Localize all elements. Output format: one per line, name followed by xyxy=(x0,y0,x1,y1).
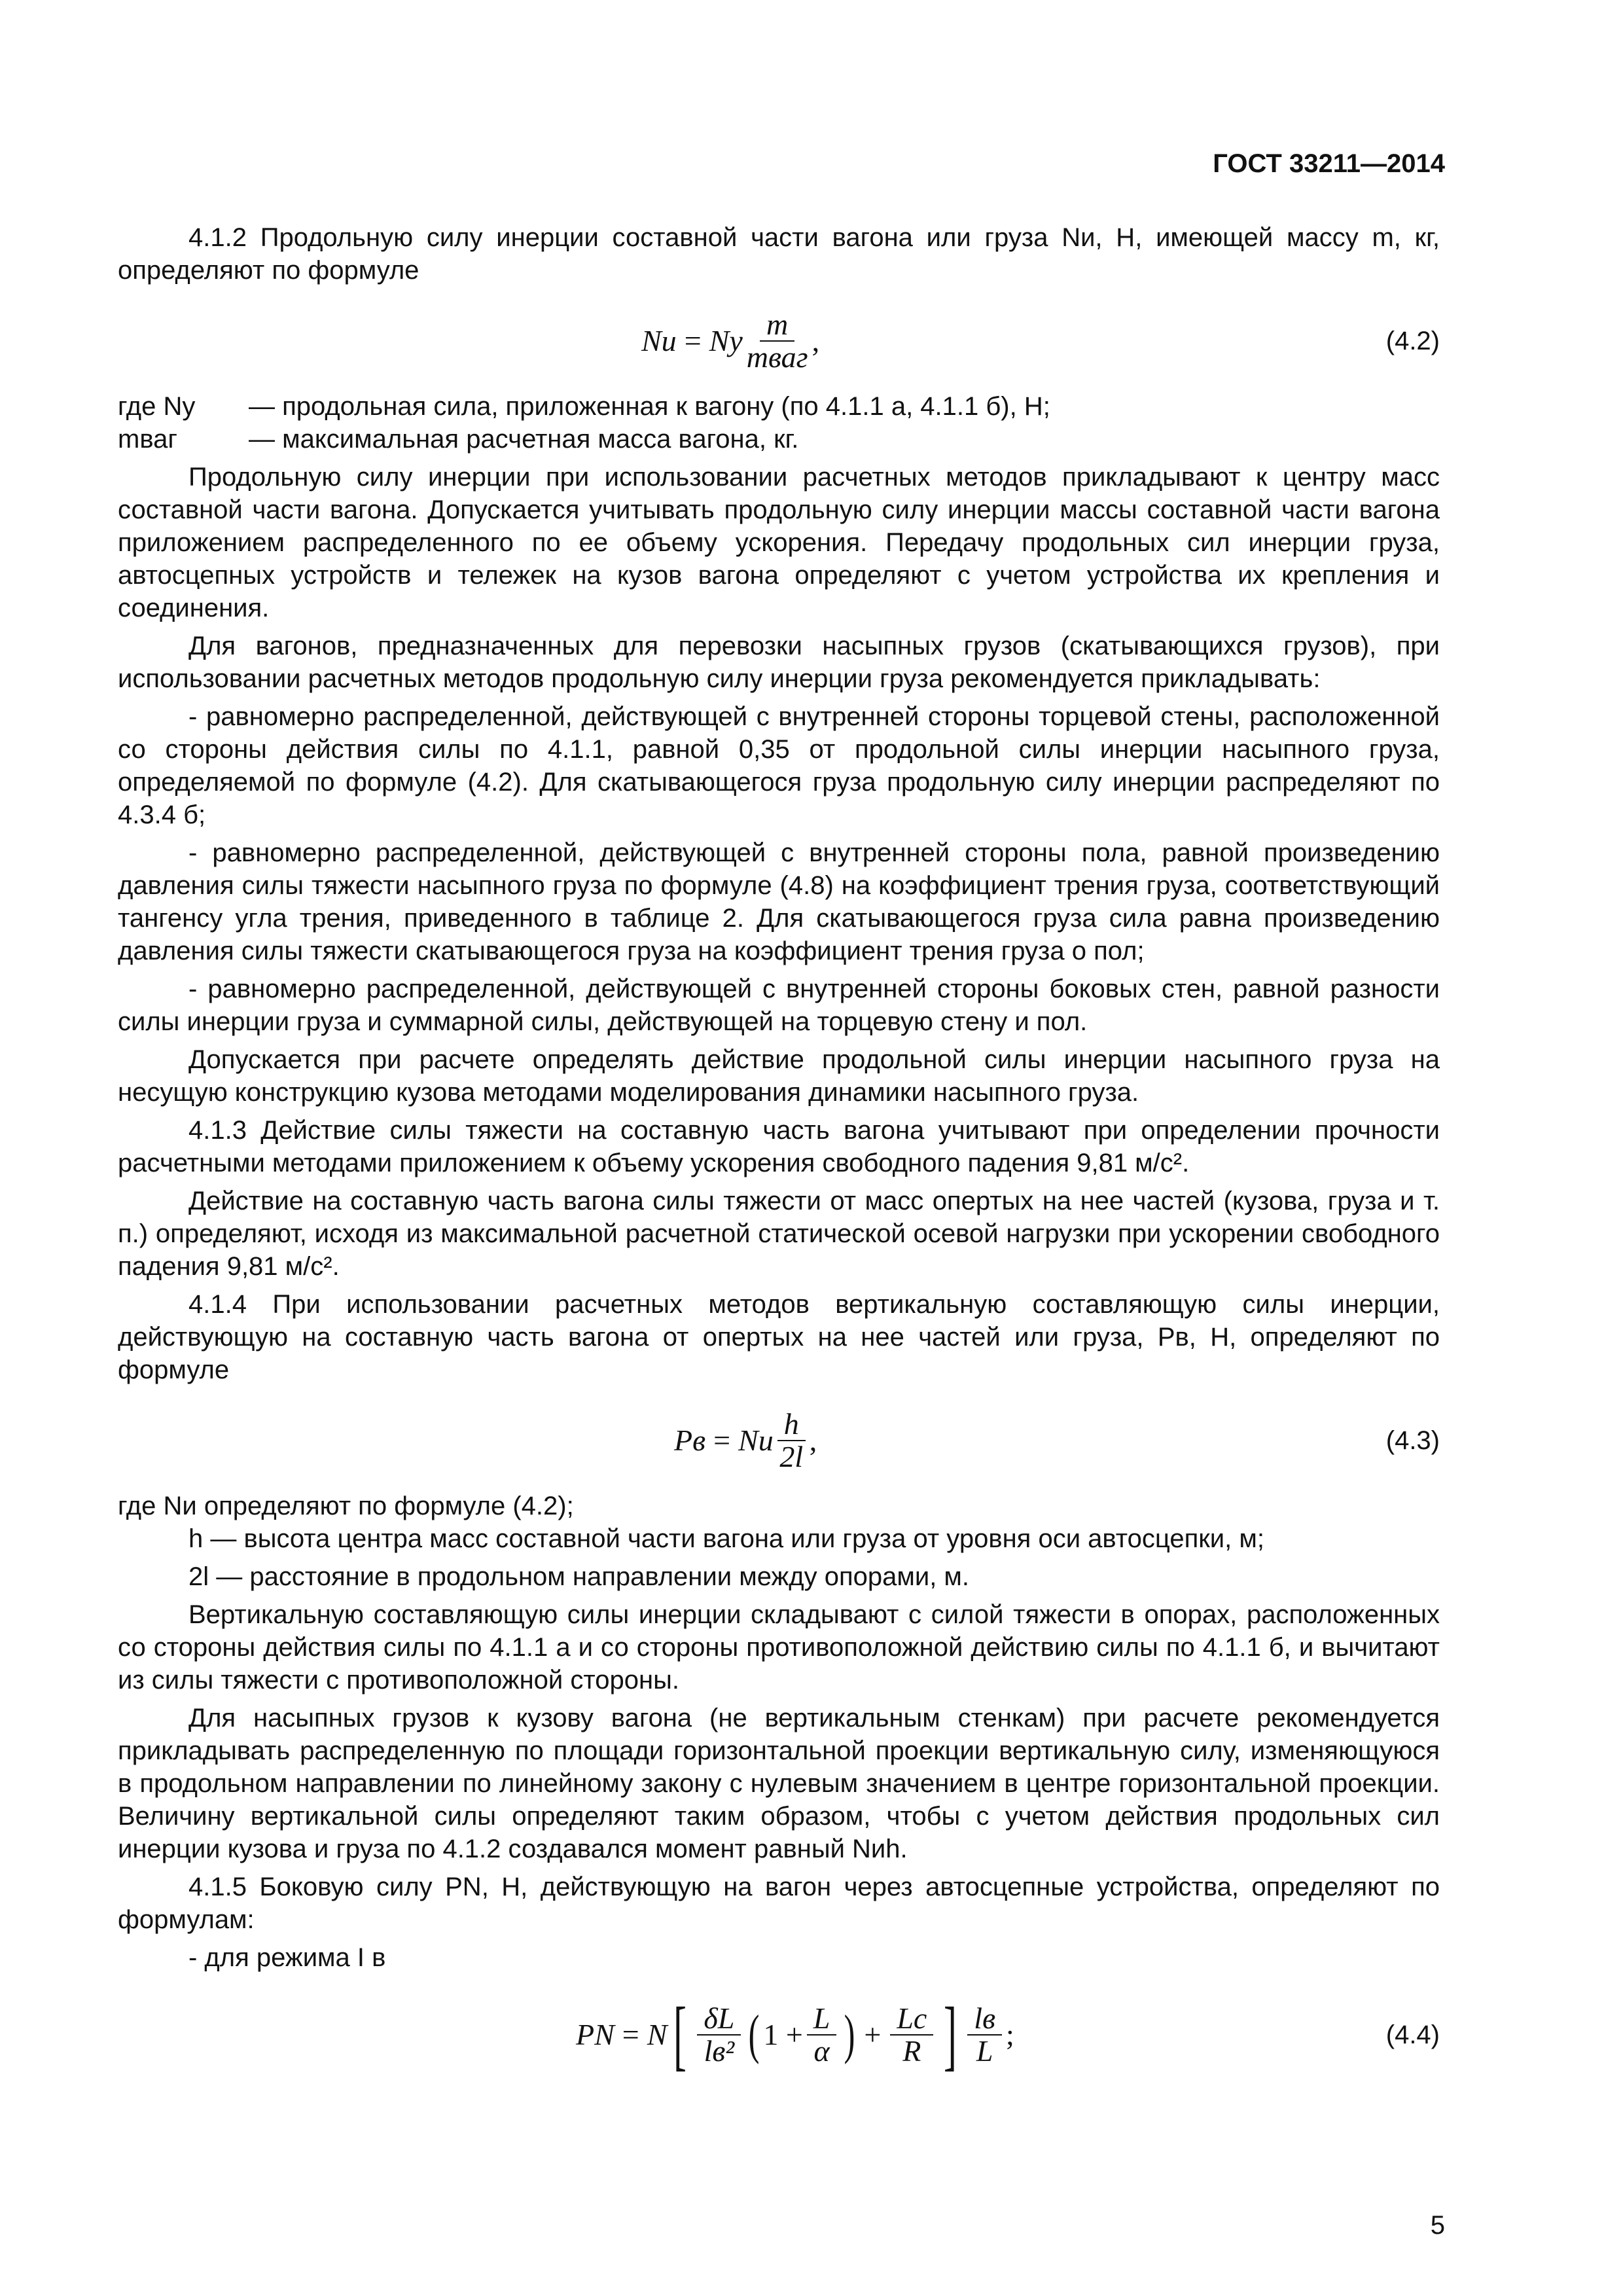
formula-4-4-one: 1 + xyxy=(763,2018,803,2051)
where-symbol-ny: где Nу xyxy=(118,392,196,421)
formula-4-2-factor: Nу xyxy=(709,324,743,357)
formula-4-3 xyxy=(118,1391,1440,1490)
where-row: где Nи определяют по формуле (4.2); xyxy=(118,1492,574,1520)
list-item: - равномерно распределенной, действующей с внутренней стороны торцевой стены, расположенной со стороны действия силы по 4.1.1, равной 0,35 от продольной силы инерции насыпного груза, определяемой по формуле (4.2). Для скатывающегося груза продольную силу инерции распределяют по 4.3.4 б; xyxy=(118,702,1440,829)
formula-4-3-denominator: 2l xyxy=(779,1440,804,1473)
paragraph: Для вагонов, предназначенных для перевозки насыпных грузов (скатывающихся грузов), при использовании расчетных методов продольную силу инерции груза рекомендуется прикладывать: xyxy=(118,632,1440,693)
formula-4-4-left-bracket: [ xyxy=(673,1991,687,2078)
formula-4-4-f1-num: δL xyxy=(697,2003,741,2036)
paragraph: Действие на составную часть вагона силы тяжести от масс опертых на нее частей (кузова, груза и т. п.) определяют, исходя из максимальной расчетной статической осевой нагрузки при ускорении свободного падения 9,81 м/с². xyxy=(118,1187,1440,1281)
formula-4-4-right-bracket: ] xyxy=(944,1991,957,2078)
where-row-ny xyxy=(118,390,1440,423)
formula-4-2-lhs: Nи xyxy=(641,324,677,357)
formula-4-4-f4-den: L xyxy=(976,2034,993,2068)
formula-4-3-factor: Nи xyxy=(738,1424,774,1457)
formula-4-2-fraction xyxy=(747,309,808,373)
list-item: - равномерно распределенной, действующей с внутренней стороны боковых стен, равной разности силы инерции груза и суммарной силы, действующей на торцевую стену и пол. xyxy=(118,975,1440,1036)
formula-4-3-number: (4.3) xyxy=(1385,1426,1440,1455)
formula-4-2-comma: , xyxy=(812,324,820,357)
formula-4-2-expression xyxy=(641,292,819,390)
where-symbol-mvag: mваг xyxy=(118,425,177,454)
formula-4-4-fraction-4 xyxy=(967,2003,1002,2067)
formula-4-4-number: (4.4) xyxy=(1385,2020,1440,2049)
document-body xyxy=(118,221,1440,2090)
formula-4-4 xyxy=(118,1979,1440,2090)
formula-4-4-eq: = xyxy=(622,2018,639,2051)
where-desc-mvag: — максимальная расчетная масса вагона, кг. xyxy=(249,425,799,454)
formula-4-4-expression xyxy=(576,1979,1014,2090)
where-row: h — высота центра масс составной части вагона или груза от уровня оси автосцепки, м; xyxy=(188,1524,1264,1553)
page-number: 5 xyxy=(1430,2211,1445,2240)
formula-4-4-f3-den: R xyxy=(902,2034,921,2068)
paragraph: Продольную силу инерции при использовании расчетных методов прикладывают к центру масс составной части вагона. Допускается учитывать продольную силу инерции массы составной части вагона приложением распределенного по ее объему ускорения. Передачу продольных сил инерции груза, автосцепных устройств и тележек на кузов вагона определяют с учетом устройства их крепления и соединения. xyxy=(118,463,1440,622)
formula-4-4-fraction-3 xyxy=(890,2003,933,2067)
list-item: - равномерно распределенной, действующей с внутренней стороны пола, равной произведению давления силы тяжести насыпного груза по формуле (4.8) на коэффициент трения груза, соответствующий тангенсу угла трения, приведенного в таблице 2. Для скатывающегося груза сила равна произведению давления силы тяжести скатывающегося груза на коэффициент трения груза о пол; xyxy=(118,838,1440,965)
formula-4-4-semicolon: ; xyxy=(1006,2018,1014,2051)
formula-4-4-f4-num: lв xyxy=(967,2003,1002,2036)
paragraph-4-1-5: 4.1.5 Боковую силу PN, Н, действующую на вагон через автосцепные устройства, определяют по формулам: xyxy=(118,1873,1440,1934)
formula-4-3-numerator: h xyxy=(777,1408,806,1441)
formula-4-4-fraction-2 xyxy=(807,2003,837,2067)
formula-4-4-right-paren: ) xyxy=(844,2004,855,2065)
paragraph: Вертикальную составляющую силы инерции складывают с силой тяжести в опорах, расположенных со стороны действия силы по 4.1.1 а и со стороны противоположной действию силы по 4.1.1 б, и вычитают из силы тяжести с противоположной стороны. xyxy=(118,1600,1440,1695)
where-row-mvag xyxy=(118,423,1440,456)
formula-4-3-eq: = xyxy=(713,1424,731,1457)
formula-4-4-n: N xyxy=(647,2018,668,2051)
formula-4-2-denominator: mваг xyxy=(746,340,808,374)
formula-4-2-numerator: m xyxy=(760,309,794,342)
formula-4-4-f1-den: lв² xyxy=(704,2034,735,2068)
formula-4-3-lhs: Pв xyxy=(674,1424,706,1457)
paragraph: Допускается при расчете определять действие продольной силы инерции насыпного груза на несущую конструкцию кузова методами моделирования динамики насыпного груза. xyxy=(118,1045,1440,1107)
formula-4-3-expression xyxy=(674,1391,817,1490)
formula-4-4-plus: + xyxy=(864,2018,882,2051)
paragraph: Для насыпных грузов к кузову вагона (не вертикальным стенкам) при расчете рекомендуется прикладывать распределенную по площади горизонтальной проекции вертикальную силу, изменяющуюся в продольном направлении по линейному закону с нулевым значением в центре горизонтальной проекции. Величину вертикальной силы определяют таким образом, чтобы с учетом действия продольных сил инерции кузова и груза по 4.1.2 создавался момент равный Nиh. xyxy=(118,1704,1440,1863)
formula-4-4-left-paren: ( xyxy=(748,2004,760,2065)
formula-4-3-comma: , xyxy=(809,1424,817,1457)
list-item: - для режима I в xyxy=(188,1943,386,1972)
formula-4-2-eq: = xyxy=(684,324,702,357)
where-row: 2l — расстояние в продольном направлении между опорами, м. xyxy=(188,1562,970,1591)
formula-4-4-lhs: PN xyxy=(576,2018,615,2051)
standard-number-header: ГОСТ 33211—2014 xyxy=(1213,149,1445,178)
formula-4-3-fraction xyxy=(777,1408,806,1473)
formula-4-2-number: (4.2) xyxy=(1385,327,1440,355)
formula-4-4-f2-num: L xyxy=(807,2003,837,2036)
formula-4-4-f3-num: Lc xyxy=(890,2003,933,2036)
paragraph-4-1-4: 4.1.4 При использовании расчетных методов вертикальную составляющую силы инерции, действующую на составную часть вагона от опертых на нее частей или груза, Pв, Н, определяют по формуле xyxy=(118,1290,1440,1384)
paragraph-4-1-2: 4.1.2 Продольную силу инерции составной части вагона или груза Nи, Н, имеющей массу m, кг, определяют по формуле xyxy=(118,223,1440,285)
formula-4-2 xyxy=(118,292,1440,390)
formula-4-4-f2-den: α xyxy=(813,2034,830,2068)
formula-4-4-fraction-1 xyxy=(697,2003,741,2067)
paragraph-4-1-3: 4.1.3 Действие силы тяжести на составную часть вагона учитывают при определении прочности расчетными методами приложением к объему ускорения свободного падения 9,81 м/с². xyxy=(118,1116,1440,1177)
where-desc-ny: — продольная сила, приложенная к вагону (по 4.1.1 а, 4.1.1 б), Н; xyxy=(249,392,1050,421)
